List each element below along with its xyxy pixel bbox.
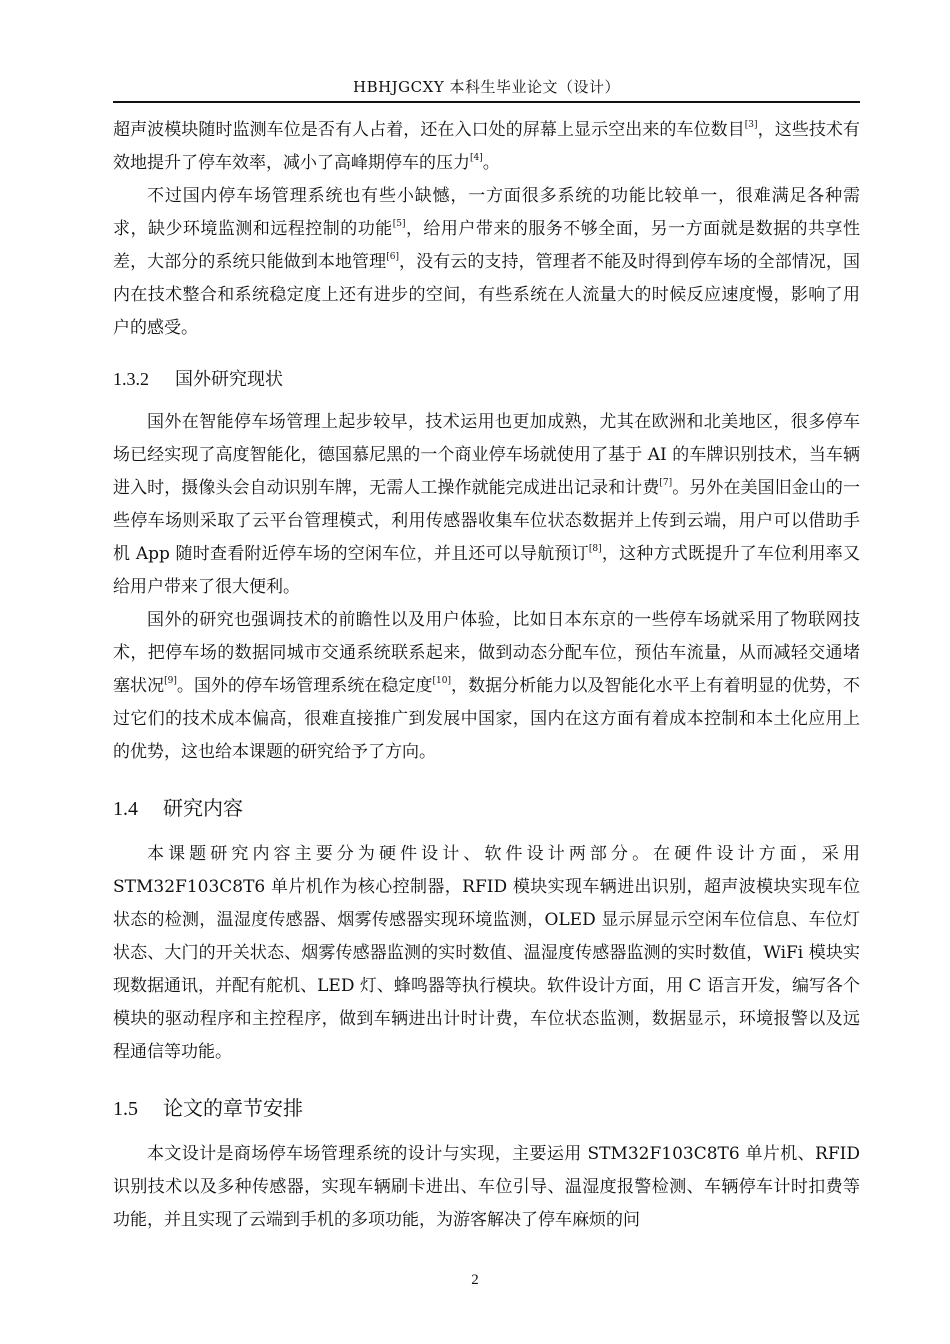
- citation-7: [7]: [659, 478, 673, 488]
- paragraph-3: 国外在智能停车场管理上起步较早，技术运用也更加成熟，尤其在欧洲和北美地区，很多停车场已经实现了高度智能化，德国慕尼黑的一个商业停车场就使用了基于 AI 的车牌识别技术，当车辆进入时，摄像头会自动识别车牌，无需人工操作就能完成进出记录和计费[7]。另外在美国旧金山的一些停车场则采取了云平台管理模式，利用传感器收集车位状态数据并上传到云端，用户可以借助手机 App 随时查看附近停车场的空闲车位，并且还可以导航预订[8]，这种方式既提升了车位利用率又给用户带来了很大便利。: [113, 412, 861, 597]
- citation-4: [4]: [470, 153, 483, 163]
- paragraph-1: 超声波模块随时监测车位是否有人占着，还在入口处的屏幕上显示空出来的车位数目[3]，这些技术有效地提升了停车效率，减小了高峰期停车的压力[4]。: [113, 120, 861, 173]
- citation-8: [8]: [588, 544, 602, 554]
- section-title: 论文的章节安排: [163, 1096, 303, 1120]
- section-heading-1-3-2: [113, 365, 860, 394]
- section-heading-1-4: [113, 793, 860, 824]
- section-heading-1-5: [113, 1093, 860, 1124]
- paragraph-6: 本文设计是商场停车场管理系统的设计与实现，主要运用 STM32F103C8T6 单片机、RFID 识别技术以及多种传感器，实现车辆刷卡进出、车位引导、温湿度报警检测、车辆停车计时扣费等功能，并且实现了云端到手机的多项功能，为游客解决了停车麻烦的问: [113, 1144, 860, 1230]
- header-divider: [113, 101, 860, 103]
- paragraph-2: 不过国内停车场管理系统也有些小缺憾，一方面很多系统的功能比较单一，很难满足各种需求，缺少环境监测和远程控制的功能[5]，给用户带来的服务不够全面，另一方面就是数据的共享性差，大部分的系统只能做到本地管理[6]，没有云的支持，管理者不能及时得到停车场的全部情况，国内在技术整合和系统稳定度上还有进步的空间，有些系统在人流量大的时候反应速度慢，影响了用户的感受。: [113, 186, 861, 338]
- citation-9: [9]: [164, 676, 177, 686]
- citation-10: [10]: [432, 676, 452, 686]
- paragraph-4: 国外的研究也强调技术的前瞻性以及用户体验，比如日本东京的一些停车场就采用了物联网技术，把停车场的数据同城市交通系统联系起来，做到动态分配车位，预估车流量，从而减轻交通堵塞状况[9]。国外的停车场管理系统在稳定度[10]，数据分析能力以及智能化水平上有着明显的优势，不过它们的技术成本偏高，很难直接推广到发展中国家，国内在这方面有着成本控制和本土化应用上的优势，这也给本课题的研究给予了方向。: [113, 610, 861, 762]
- section-title: 国外研究现状: [175, 369, 283, 390]
- citation-3: [3]: [744, 120, 758, 130]
- section-number: 1.4: [113, 798, 138, 820]
- section-number: 1.3.2: [113, 369, 149, 389]
- page-number: 2: [471, 1272, 479, 1288]
- section-title: 研究内容: [163, 796, 243, 820]
- running-header: HBHJGCXY 本科生毕业论文（设计）: [352, 78, 620, 96]
- page-body: [113, 114, 860, 1237]
- section-number: 1.5: [113, 1098, 138, 1120]
- citation-5: [5]: [392, 219, 406, 229]
- citation-6: [6]: [386, 252, 399, 262]
- paragraph-5: 本课题研究内容主要分为硬件设计、软件设计两部分。在硬件设计方面，采用 STM32F103C8T6 单片机作为核心控制器，RFID 模块实现车辆进出识别，超声波模块实现车位状态的检测，温湿度传感器、烟雾传感器实现环境监测，OLED 显示屏显示空闲车位信息、车位灯状态、大门的开关状态、烟雾传感器监测的实时数值、温湿度传感器监测的实时数值，WiFi 模块实现数据通讯，并配有舵机、LED 灯、蜂鸣器等执行模块。软件设计方面，用 C 语言开发，编写各个模块的驱动程序和主控程序，做到车辆进出计时计费，车位状态监测，数据显示，环境报警以及远程通信等功能。: [113, 844, 860, 1062]
